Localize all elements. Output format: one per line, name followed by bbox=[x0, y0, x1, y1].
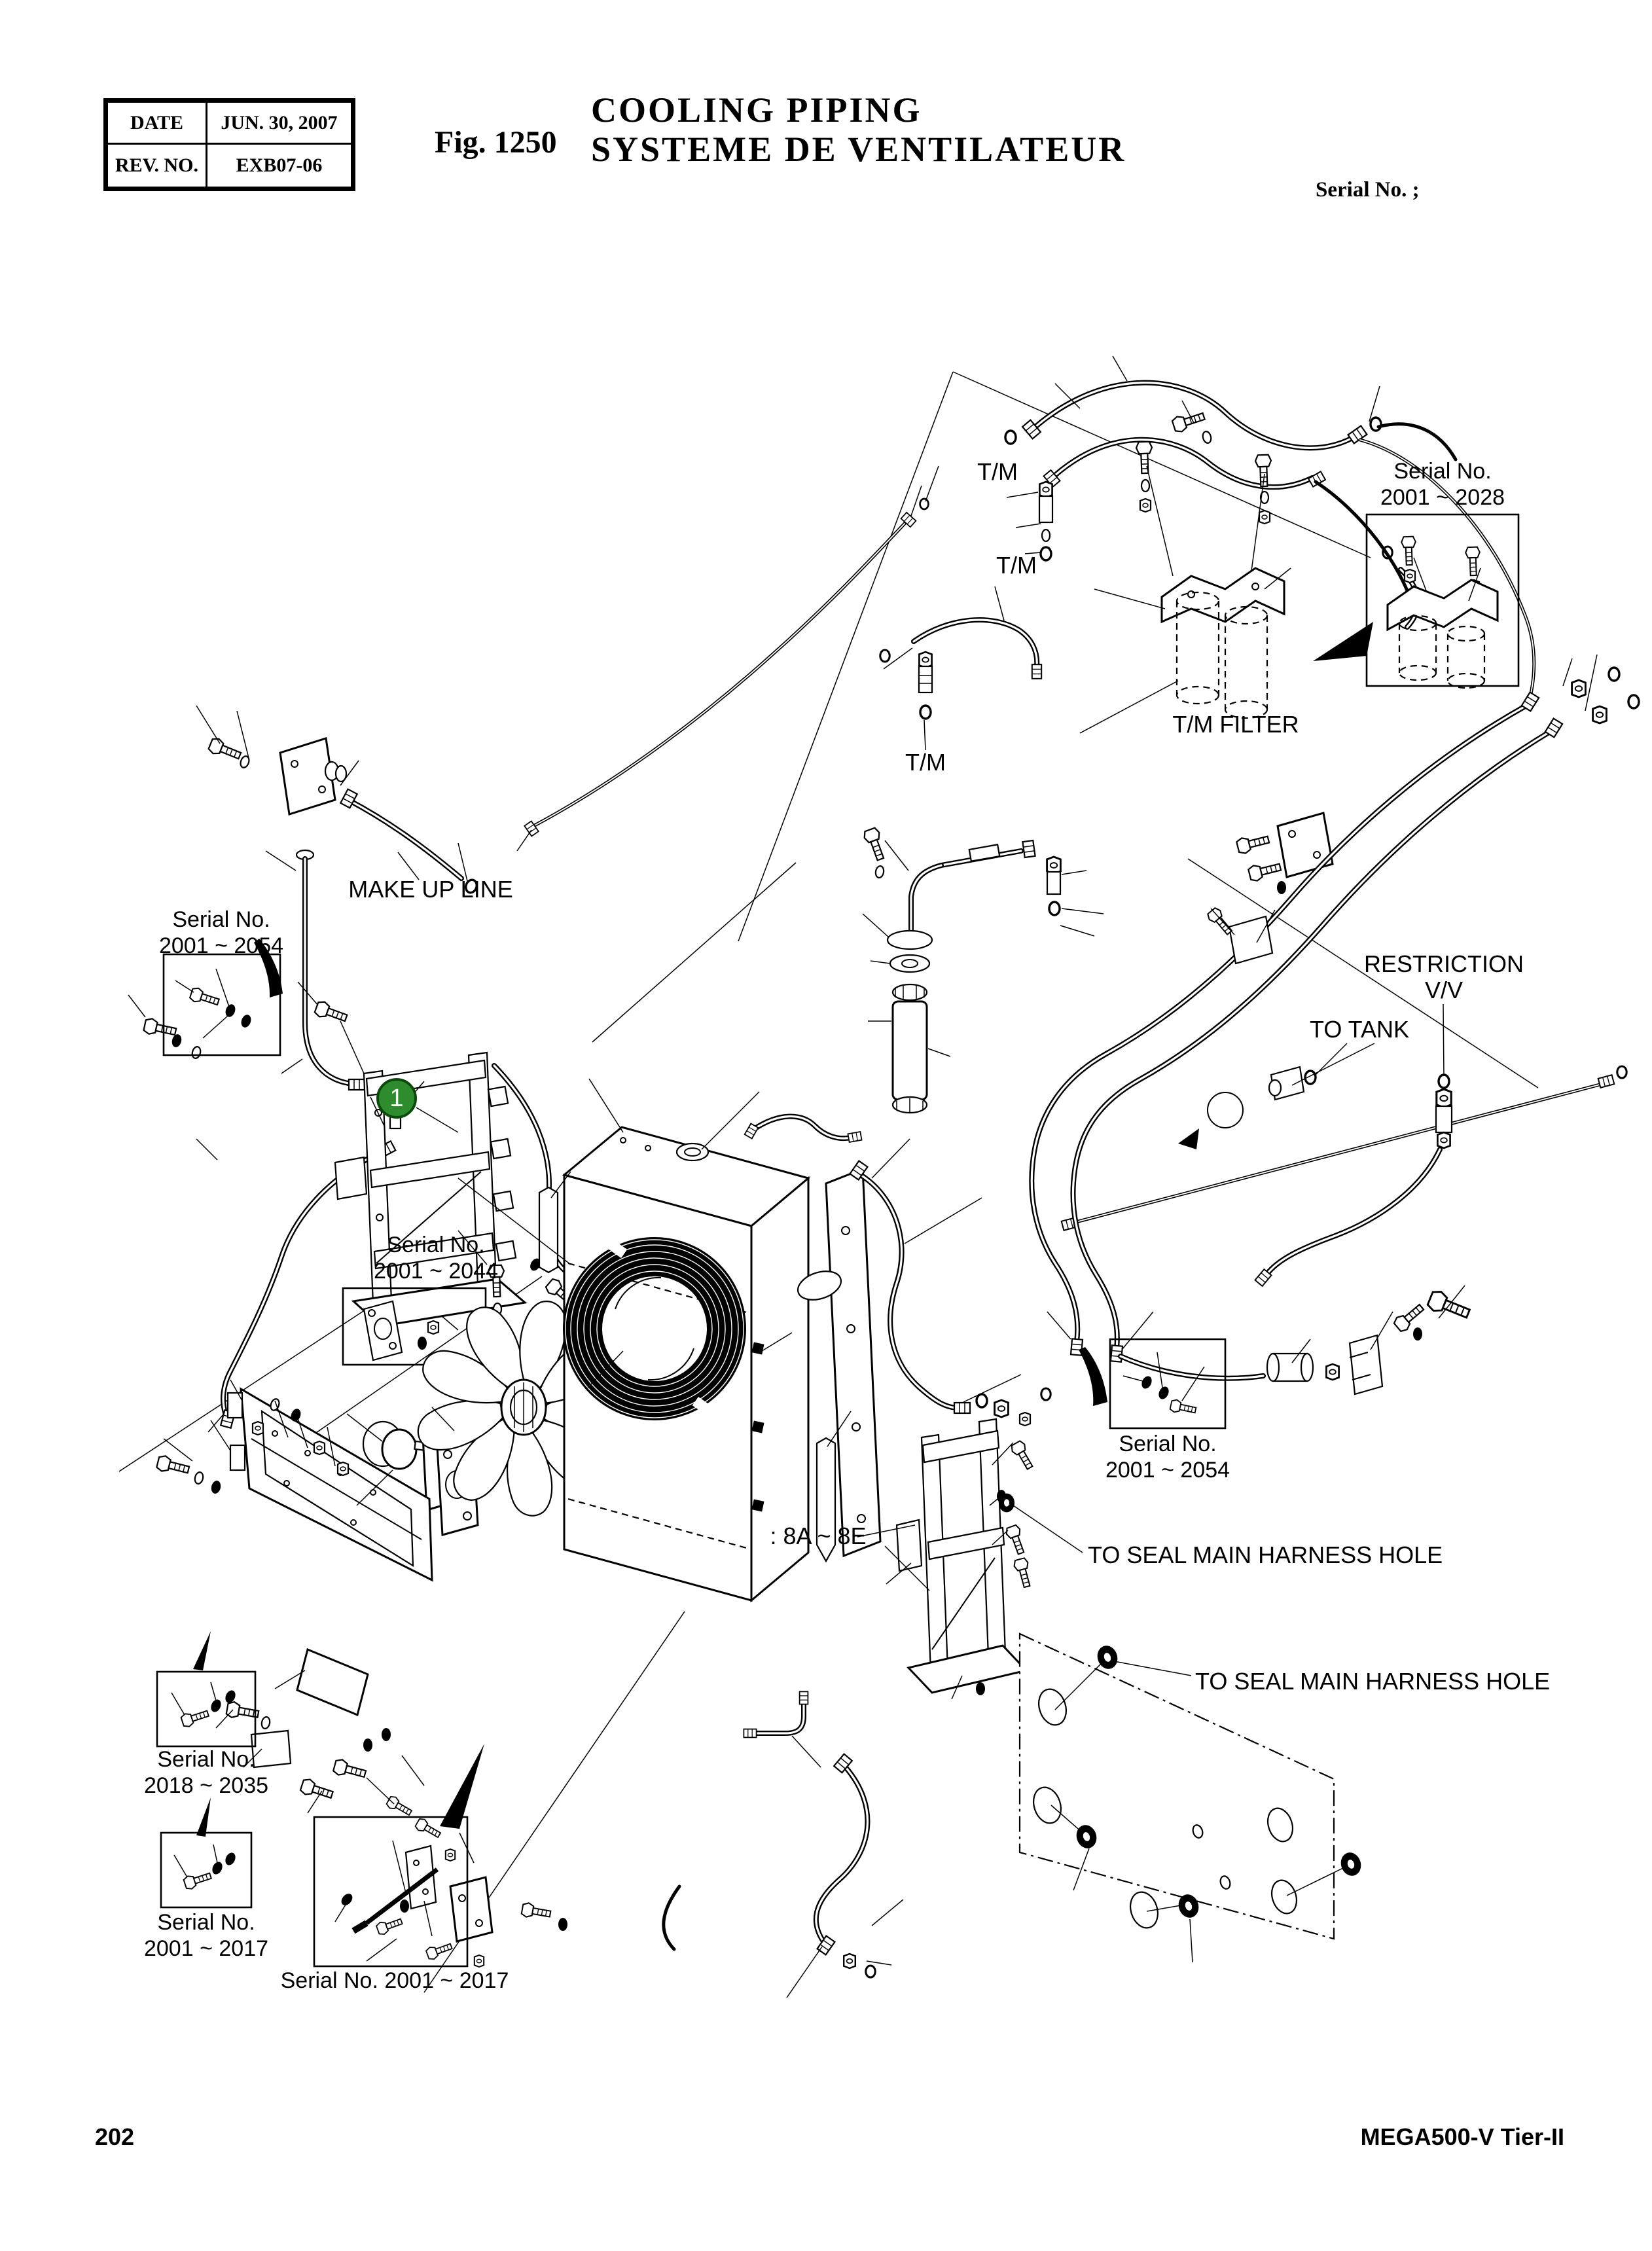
tm-elbow-hose bbox=[880, 620, 1041, 719]
title-french: SYSTEME DE VENTILATEUR bbox=[591, 130, 1126, 169]
serial-inset-bottom-first-label: Serial No. 2018 ~ 2035 bbox=[143, 1747, 269, 1798]
label-tm-top: T/M bbox=[977, 458, 1018, 485]
page-number: 202 bbox=[95, 2123, 135, 2150]
serial-inset-right-label: Serial No. 2001 ~ 2054 bbox=[1105, 1432, 1230, 1483]
revno-value: EXB07-06 bbox=[236, 154, 323, 176]
serial-inset-bottom-second-label: Serial No. 2001 ~ 2017 bbox=[143, 1910, 269, 1961]
serial-note: Serial No. ; bbox=[1316, 178, 1420, 202]
label-restriction: RESTRICTION V/V bbox=[1363, 950, 1524, 1003]
date-value: JUN. 30, 2007 bbox=[221, 111, 338, 134]
date-label: DATE bbox=[108, 103, 207, 143]
label-to-tank: TO TANK bbox=[1309, 1016, 1410, 1043]
restriction-line bbox=[1062, 1066, 1626, 1286]
filter-inset bbox=[1367, 514, 1518, 688]
label-seal-harness-upper: TO SEAL MAIN HARNESS HOLE bbox=[1088, 1541, 1443, 1568]
label-make-up-line: MAKE UP LINE bbox=[348, 876, 513, 903]
long-make-up-hose bbox=[524, 499, 928, 837]
figure-number: Fig. 1250 bbox=[435, 125, 557, 160]
label-tm-filter: T/M FILTER bbox=[1172, 711, 1299, 738]
lower-support-frame bbox=[897, 1419, 1036, 1695]
item-callout-1 bbox=[376, 1078, 417, 1119]
label-seal-harness-lower: TO SEAL MAIN HARNESS HOLE bbox=[1195, 1668, 1551, 1695]
pipe-bracket bbox=[1236, 813, 1333, 894]
bottom-fastener-cluster bbox=[376, 1795, 567, 1967]
label-tm-lower: T/M bbox=[905, 749, 946, 776]
canister-assembly bbox=[863, 827, 1061, 1113]
label-tm-mid: T/M bbox=[996, 552, 1037, 579]
serial-inset-bottom-wide-label: Serial No. 2001 ~ 2017 bbox=[280, 1968, 509, 1993]
title-english: COOLING PIPING bbox=[591, 90, 922, 130]
model-name: MEGA500-V Tier-II bbox=[1360, 2123, 1564, 2150]
radiator-outlet-hose bbox=[850, 1161, 1051, 1426]
serial-inset-bracket-label: Serial No. 2001 ~ 2044 bbox=[373, 1233, 499, 1284]
label-8a-8e: : 8A ~ 8E bbox=[770, 1522, 867, 1549]
serial-inset-top-right-label: Serial No. 2001 ~ 2028 bbox=[1380, 459, 1505, 510]
tm-pipes bbox=[1005, 383, 1534, 704]
serial-inset-left-label: Serial No. 2001 ~ 2054 bbox=[158, 907, 284, 958]
revno-label: REV. NO. bbox=[108, 145, 207, 187]
bottom-hoses bbox=[664, 1691, 875, 1977]
item-callout-1-number: 1 bbox=[389, 1084, 404, 1112]
